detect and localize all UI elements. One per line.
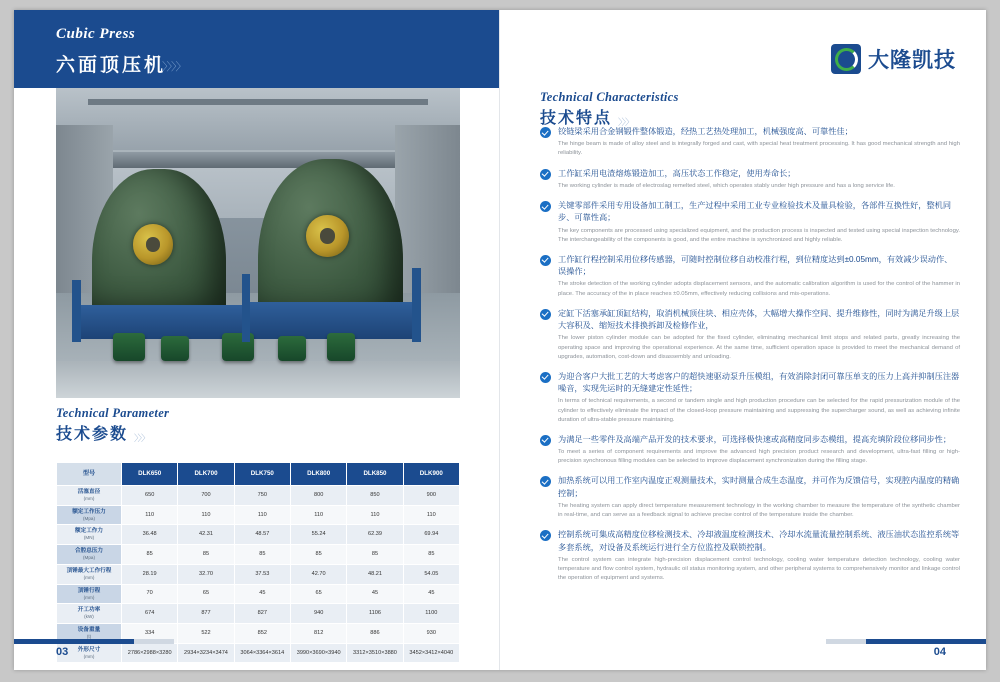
list-item-text-cn: 为迎合客户大批工艺的大考虑客户的超快速驱动泵升压模组，有效消除封闭可靠压单支的压力上高并抑制压注器噪音，实现先运时的无缝建定性延性； bbox=[558, 371, 960, 394]
row-label-unit: (mm) bbox=[83, 653, 95, 659]
table-cell: 42.31 bbox=[178, 525, 234, 545]
row-label bbox=[57, 545, 122, 565]
parameter-arrows-icon: 〉〉〉 bbox=[134, 433, 150, 443]
row-label bbox=[57, 525, 122, 545]
check-circle-icon bbox=[540, 127, 551, 138]
characteristics-arrows-icon: 〉〉〉 bbox=[618, 117, 634, 127]
table-cell: 522 bbox=[178, 624, 234, 644]
cubic-press-header bbox=[14, 10, 500, 88]
row-label-unit: (kW) bbox=[84, 614, 94, 620]
brochure-spread bbox=[14, 10, 986, 670]
left-page bbox=[14, 10, 500, 670]
list-item-text-cn: 为满足一些零件及高端产品开发的技术要求，可选择极快速或高精度同步态模组，提高充填阶段位移同步性； bbox=[558, 434, 952, 444]
table-cell: 3312×3510×3880 bbox=[347, 643, 403, 663]
table-row bbox=[57, 545, 460, 565]
footer-bar-right bbox=[866, 639, 986, 644]
list-item-text-en: The heating system can apply direct temperature measurement technology in the working chamber to measure the temperature of the synthetic chamber in real-time, and can serve as a feedback signal to achieve precise control of the temperature inside the chamber. bbox=[558, 502, 960, 519]
photo-pipe bbox=[412, 268, 422, 342]
row-label-unit: (mm) bbox=[83, 574, 95, 580]
row-label-unit: (mm) bbox=[83, 594, 95, 600]
list-item-text-en: The working cylinder is made of electroslag remelted steel, which operates stably under high pressure and has a long service life. bbox=[558, 182, 895, 189]
logo-mark-icon bbox=[831, 44, 861, 74]
list-item-text-cn: 工作缸采用电渣熔炼锻造加工，高压状态工作稳定，使用寿命长； bbox=[558, 168, 796, 178]
photo-machine-base-left bbox=[80, 305, 242, 339]
company-logo bbox=[831, 44, 956, 74]
table-cell: 700 bbox=[178, 486, 234, 506]
column-header: DLK900 bbox=[403, 463, 459, 486]
row-label-text: 外形尺寸 bbox=[77, 646, 101, 653]
check-circle-icon bbox=[540, 169, 551, 180]
column-header: DLK700 bbox=[178, 463, 234, 486]
table-cell: 37.53 bbox=[234, 564, 290, 584]
table-row bbox=[57, 584, 460, 604]
table-row bbox=[57, 525, 460, 545]
logo-ring-icon bbox=[835, 48, 858, 71]
row-label-text: 额定工作力 bbox=[75, 528, 103, 535]
table-cell: 812 bbox=[290, 624, 346, 644]
table-cell: 827 bbox=[234, 604, 290, 624]
table-header-row bbox=[57, 463, 460, 486]
list-item-text-en: The hinge beam is made of alloy steel and is integrally forged and cast, with special heat treatment processing. It has good mechanical strength and high reliability. bbox=[558, 141, 960, 157]
list-item-text-en: In terms of technical requirements, a second or tandem single and high production procedure can be selected for the rapid pressurization module of the cylinder to effectively eliminate the impact of the closed-loop pressure maintaining and suppressing the supercharger sound, as well as achieving infinite duration of ultra-stable pressure maintaining. bbox=[558, 398, 960, 423]
table-row bbox=[57, 486, 460, 506]
table-cell: 32.70 bbox=[178, 564, 234, 584]
technical-characteristics-heading bbox=[540, 90, 679, 128]
table-cell: 28.19 bbox=[122, 564, 178, 584]
photo-motor-unit bbox=[161, 336, 189, 361]
list-item bbox=[540, 308, 960, 362]
table-row bbox=[57, 564, 460, 584]
table-cell: 55.24 bbox=[290, 525, 346, 545]
technical-parameter-table bbox=[56, 462, 460, 663]
table-cell: 110 bbox=[122, 505, 178, 525]
row-label-unit: (Mpa) bbox=[83, 555, 95, 561]
table-cell: 750 bbox=[234, 486, 290, 506]
table-cell: 65 bbox=[178, 584, 234, 604]
table-cell: 1106 bbox=[347, 604, 403, 624]
table-cell: 85 bbox=[234, 545, 290, 565]
factory-photo bbox=[56, 88, 460, 398]
list-item bbox=[540, 168, 960, 191]
table-cell: 334 bbox=[122, 624, 178, 644]
table-cell: 110 bbox=[178, 505, 234, 525]
row-label-unit: (mm) bbox=[83, 495, 95, 501]
photo-pipe bbox=[242, 274, 250, 342]
row-label bbox=[57, 564, 122, 584]
footer-bar-left bbox=[14, 639, 134, 644]
check-circle-icon bbox=[540, 372, 551, 383]
table-cell: 85 bbox=[290, 545, 346, 565]
characteristics-title-en: Technical Characteristics bbox=[540, 90, 679, 104]
list-item bbox=[540, 475, 960, 520]
table-cell: 65 bbox=[290, 584, 346, 604]
table-cell: 85 bbox=[122, 545, 178, 565]
row-label bbox=[57, 486, 122, 506]
table-cell: 877 bbox=[178, 604, 234, 624]
table-cell: 48.57 bbox=[234, 525, 290, 545]
photo-wall-right bbox=[395, 125, 460, 305]
table-cell: 3452×3412×4040 bbox=[403, 643, 459, 663]
logo-text: 大隆凯技 bbox=[868, 49, 956, 72]
table-cell: 45 bbox=[347, 584, 403, 604]
row-label bbox=[57, 505, 122, 525]
list-item bbox=[540, 434, 960, 467]
list-item bbox=[540, 254, 960, 299]
list-item-text-cn: 定缸下活塞承缸顶缸结构，取消机械顶住块、相应壳体，大幅增大操作空间、提升维修性，同时为满足升级上层大容积及、缩短技术排换拆卸及检修作业， bbox=[558, 308, 960, 331]
header-arrows-icon: 〉〉〉〉 bbox=[162, 61, 186, 73]
list-item bbox=[540, 529, 960, 583]
check-circle-icon bbox=[540, 530, 551, 541]
page-number-left: 03 bbox=[56, 646, 69, 658]
check-circle-icon bbox=[540, 255, 551, 266]
table-cell: 900 bbox=[403, 486, 459, 506]
table-cell: 1100 bbox=[403, 604, 459, 624]
page-number-right: 04 bbox=[933, 646, 946, 658]
list-item-text-cn: 工作缸行程控制采用位移传感器，可随时控制位移自动校准行程，到位精度达到±0.05mm，有效减少误动作、误操作； bbox=[558, 254, 953, 277]
table-row bbox=[57, 604, 460, 624]
technical-parameter-heading bbox=[56, 406, 169, 444]
photo-motor-unit bbox=[327, 333, 355, 361]
row-label-unit: (t) bbox=[86, 634, 92, 640]
row-label-text: 合腔总压力 bbox=[75, 548, 103, 555]
table-cell: 45 bbox=[234, 584, 290, 604]
row-label-text: 额定工作压力 bbox=[72, 508, 106, 515]
check-circle-icon bbox=[540, 309, 551, 320]
row-label-text: 活塞直径 bbox=[77, 489, 101, 495]
row-label-text: 顶锤最大工作行程 bbox=[66, 567, 112, 574]
table-cell: 800 bbox=[290, 486, 346, 506]
characteristics-list bbox=[540, 126, 960, 592]
row-label bbox=[57, 604, 122, 624]
row-label-unit: (Mpa) bbox=[83, 515, 95, 521]
row-label-text: 设备重量 bbox=[77, 627, 101, 634]
header-title-cn: 六面顶压机 bbox=[56, 55, 167, 76]
table-cell: 650 bbox=[122, 486, 178, 506]
check-circle-icon bbox=[540, 435, 551, 446]
photo-press-hub-left bbox=[133, 224, 173, 264]
table-cell: 62.39 bbox=[347, 525, 403, 545]
list-item-text-cn: 加热系统可以用工作室内温度正观测量技术，实时测量合成生态温度，并可作为反馈信号，实现腔内温度的精确控制； bbox=[558, 476, 960, 498]
list-item-text-en: The key components are processed using specialized equipment, and the production process is inspected and tested using special inspection technology. The interchangeability of the components is good, and the entire machine is synchronized and highly reliable. bbox=[558, 227, 960, 243]
list-item-text-cn: 铰链梁采用合金钢锻件整体锻造，经热工艺热处理加工，机械强度高、可靠性佳； bbox=[558, 127, 853, 136]
table-cell: 940 bbox=[290, 604, 346, 624]
list-item-text-en: The stroke detection of the working cylinder adopts displacement sensors, and the automatic calibration algorithm is used for the control of the hammer in place. The accuracy of the in place reaches ±0.05mm, effectively reducing collisions and mis-operations. bbox=[558, 281, 960, 297]
photo-press-hub-right bbox=[306, 215, 348, 257]
list-item-text-en: To meet a series of component requirements and improve the advanced high precision product research and development, ultra-fast filling or high-precision synchronous filling modules can be selected to improve displacement synchronization during the filling stage. bbox=[558, 449, 960, 465]
table-cell: 110 bbox=[290, 505, 346, 525]
table-cell: 3990×3690×3940 bbox=[290, 643, 346, 663]
list-item bbox=[540, 371, 960, 425]
table-cell: 930 bbox=[403, 624, 459, 644]
list-item-text-cn: 关键零部件采用专用设备加工制工，生产过程中采用工业专业检验技术及量具检验，各部件互换性好，整机同步、可靠性高； bbox=[558, 201, 952, 223]
column-header: DLK750 bbox=[234, 463, 290, 486]
photo-motor-unit bbox=[113, 333, 145, 361]
photo-motor-unit bbox=[278, 336, 306, 361]
table-cell: 36.48 bbox=[122, 525, 178, 545]
column-header: 型号 bbox=[57, 463, 122, 486]
photo-foreground-floor bbox=[56, 361, 460, 398]
table-cell: 110 bbox=[347, 505, 403, 525]
table-cell: 85 bbox=[347, 545, 403, 565]
table-cell: 70 bbox=[122, 584, 178, 604]
table-cell: 674 bbox=[122, 604, 178, 624]
column-header: DLK650 bbox=[122, 463, 178, 486]
footer-bar-left-accent bbox=[134, 639, 174, 644]
list-item-text-cn: 控制系统可集成高精度位移检测技术、冷却液温度检测技术、冷却水流量流量控制系统、液压油状态监控系统等多套系统，对设备及系统运行进行全方位监控及联锁控制。 bbox=[558, 530, 960, 552]
table-cell: 2934×3234×3474 bbox=[178, 643, 234, 663]
photo-overhead-crane bbox=[72, 150, 444, 168]
check-circle-icon bbox=[540, 201, 551, 212]
row-label bbox=[57, 584, 122, 604]
list-item-text-en: The control system can integrate high-precision displacement control technology, cooling water temperature detection technology, cooling water temperature and flow control system, hydraulic oil status monitoring system, and other peripheral systems to comprehensively monitor and linkage control the operation of equipment and systems. bbox=[558, 556, 960, 582]
photo-pipe bbox=[72, 280, 81, 342]
list-item bbox=[540, 200, 960, 245]
table-cell: 69.94 bbox=[403, 525, 459, 545]
row-label-unit: (MN) bbox=[83, 535, 95, 541]
right-page bbox=[500, 10, 986, 670]
table-cell: 42.70 bbox=[290, 564, 346, 584]
column-header: DLK850 bbox=[347, 463, 403, 486]
table-cell: 852 bbox=[234, 624, 290, 644]
list-item-text-en: The lower piston cylinder module can be adopted for the fixed cylinder, eliminating mechanical limit stops and related parts, greatly increasing the operating space and improving the operational experience. At the same time, sufficient operation space is provided to meet the mechanical demand of upgrades, automation, cost-down and disassembly and unloading. bbox=[558, 335, 960, 360]
row-label-text: 开工功率 bbox=[77, 607, 101, 614]
header-title-en: Cubic Press bbox=[56, 26, 136, 42]
parameter-title-en: Technical Parameter bbox=[56, 406, 170, 420]
characteristics-title-cn: 技术特点 bbox=[540, 110, 613, 127]
table-cell: 2786×2988×3280 bbox=[122, 643, 178, 663]
table-cell: 85 bbox=[178, 545, 234, 565]
table-row bbox=[57, 505, 460, 525]
list-item bbox=[540, 126, 960, 159]
check-circle-icon bbox=[540, 476, 551, 487]
table-cell: 45 bbox=[403, 584, 459, 604]
footer-bar-right-accent bbox=[826, 639, 866, 644]
column-header: DLK800 bbox=[290, 463, 346, 486]
row-label-text: 顶锤行程 bbox=[77, 587, 101, 594]
table-cell: 110 bbox=[403, 505, 459, 525]
table-cell: 110 bbox=[234, 505, 290, 525]
table-cell: 48.21 bbox=[347, 564, 403, 584]
parameter-title-cn: 技术参数 bbox=[56, 426, 129, 443]
table-cell: 3064×3364×3614 bbox=[234, 643, 290, 663]
table-cell: 850 bbox=[347, 486, 403, 506]
table-cell: 85 bbox=[403, 545, 459, 565]
table-cell: 886 bbox=[347, 624, 403, 644]
table-row bbox=[57, 643, 460, 663]
table-cell: 54.05 bbox=[403, 564, 459, 584]
